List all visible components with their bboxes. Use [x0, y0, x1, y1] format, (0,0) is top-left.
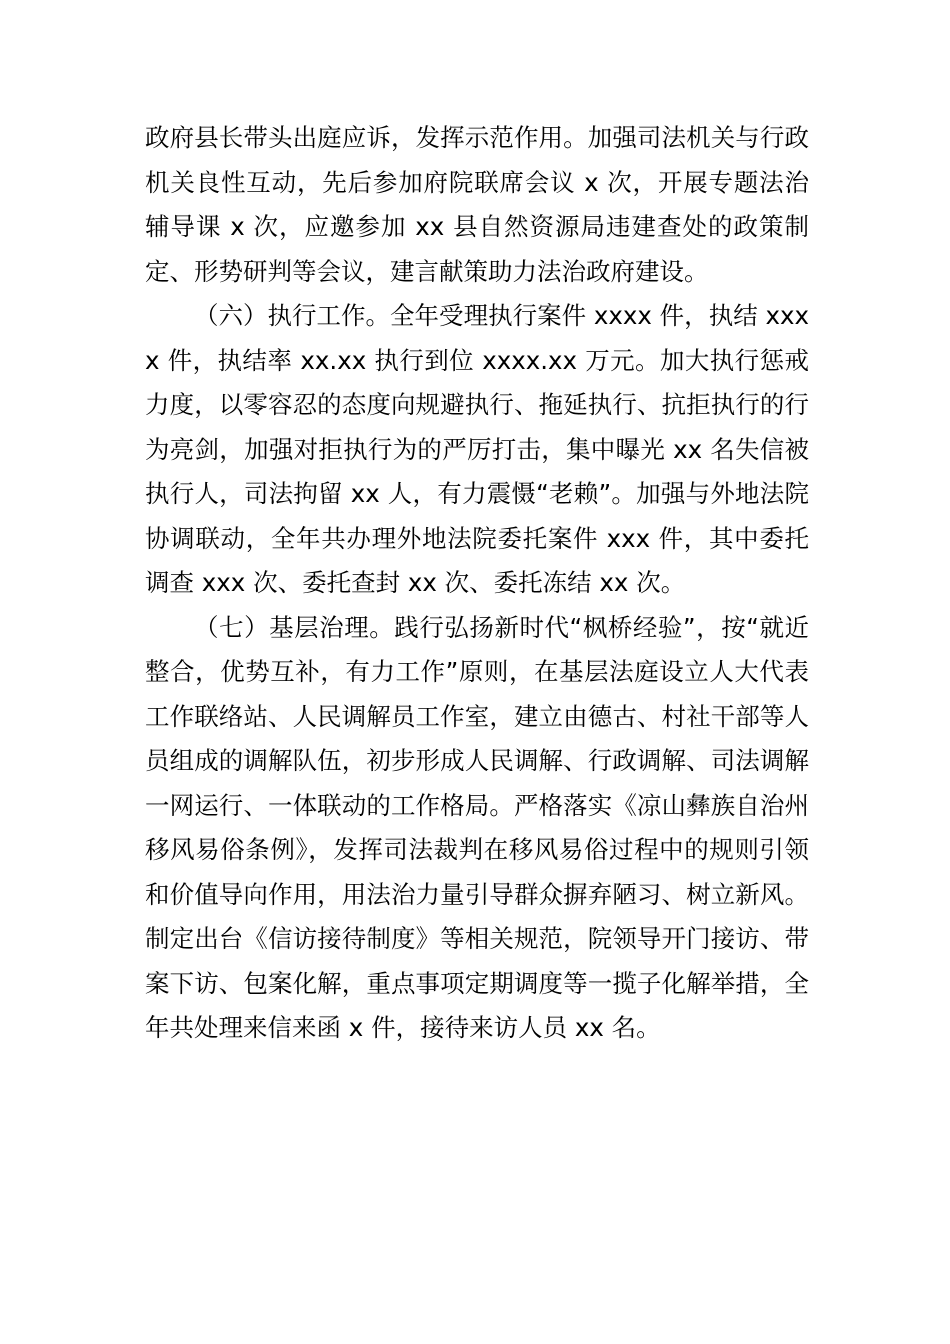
paragraph-grassroots-governance: （七）基层治理。践行弘扬新时代“枫桥经验”，按“就近整合，优势互补，有力工作”原则，在基层法庭设立人大代表工作联络站、人民调解员工作室，建立由德古、村社干部等人员组成的调解队伍，初步形成人民调解、行政调解、司法调解一网运行、一体联动的工作格局。严格落实《凉山彝族自治州移风易俗条例》，发挥司法裁判在移风易俗过程中的规则引领和价值导向作用，用法治力量引导群众摒弃陋习、树立新风。制定出台《信访接待制度》等相关规范，院领导开门接访、带案下访、包案化解，重点事项定期调度等一揽子化解举措，全年共处理来信来函 x 件，接待来访人员 xx 名。: [145, 612, 809, 1042]
paragraph-execution-work: （六）执行工作。全年受理执行案件 xxxx 件，执结 xxxx 件，执结率 xx.xx 执行到位 xxxx.xx 万元。加大执行惩戒力度，以零容忍的态度向规避执行、拖延执行、抗拒执行的行为亮剑，加强对拒执行为的严厉打击，集中曝光 xx 名失信被执行人，司法拘留 xx 人，有力震慑“老赖”。加强与外地法院协调联动，全年共办理外地法院委托案件 xxx 件，其中委托调查 xxx 次、委托查封 xx 次、委托冻结 xx 次。: [145, 301, 809, 597]
paragraph-continuation: 政府县长带头出庭应诉，发挥示范作用。加强司法机关与行政机关良性互动，先后参加府院联席会议 x 次，开展专题法治辅导课 x 次，应邀参加 xx 县自然资源局违建查处的政策制定、形势研判等会议，建言献策助力法治政府建设。: [145, 123, 809, 286]
document-body: [145, 116, 809, 1051]
